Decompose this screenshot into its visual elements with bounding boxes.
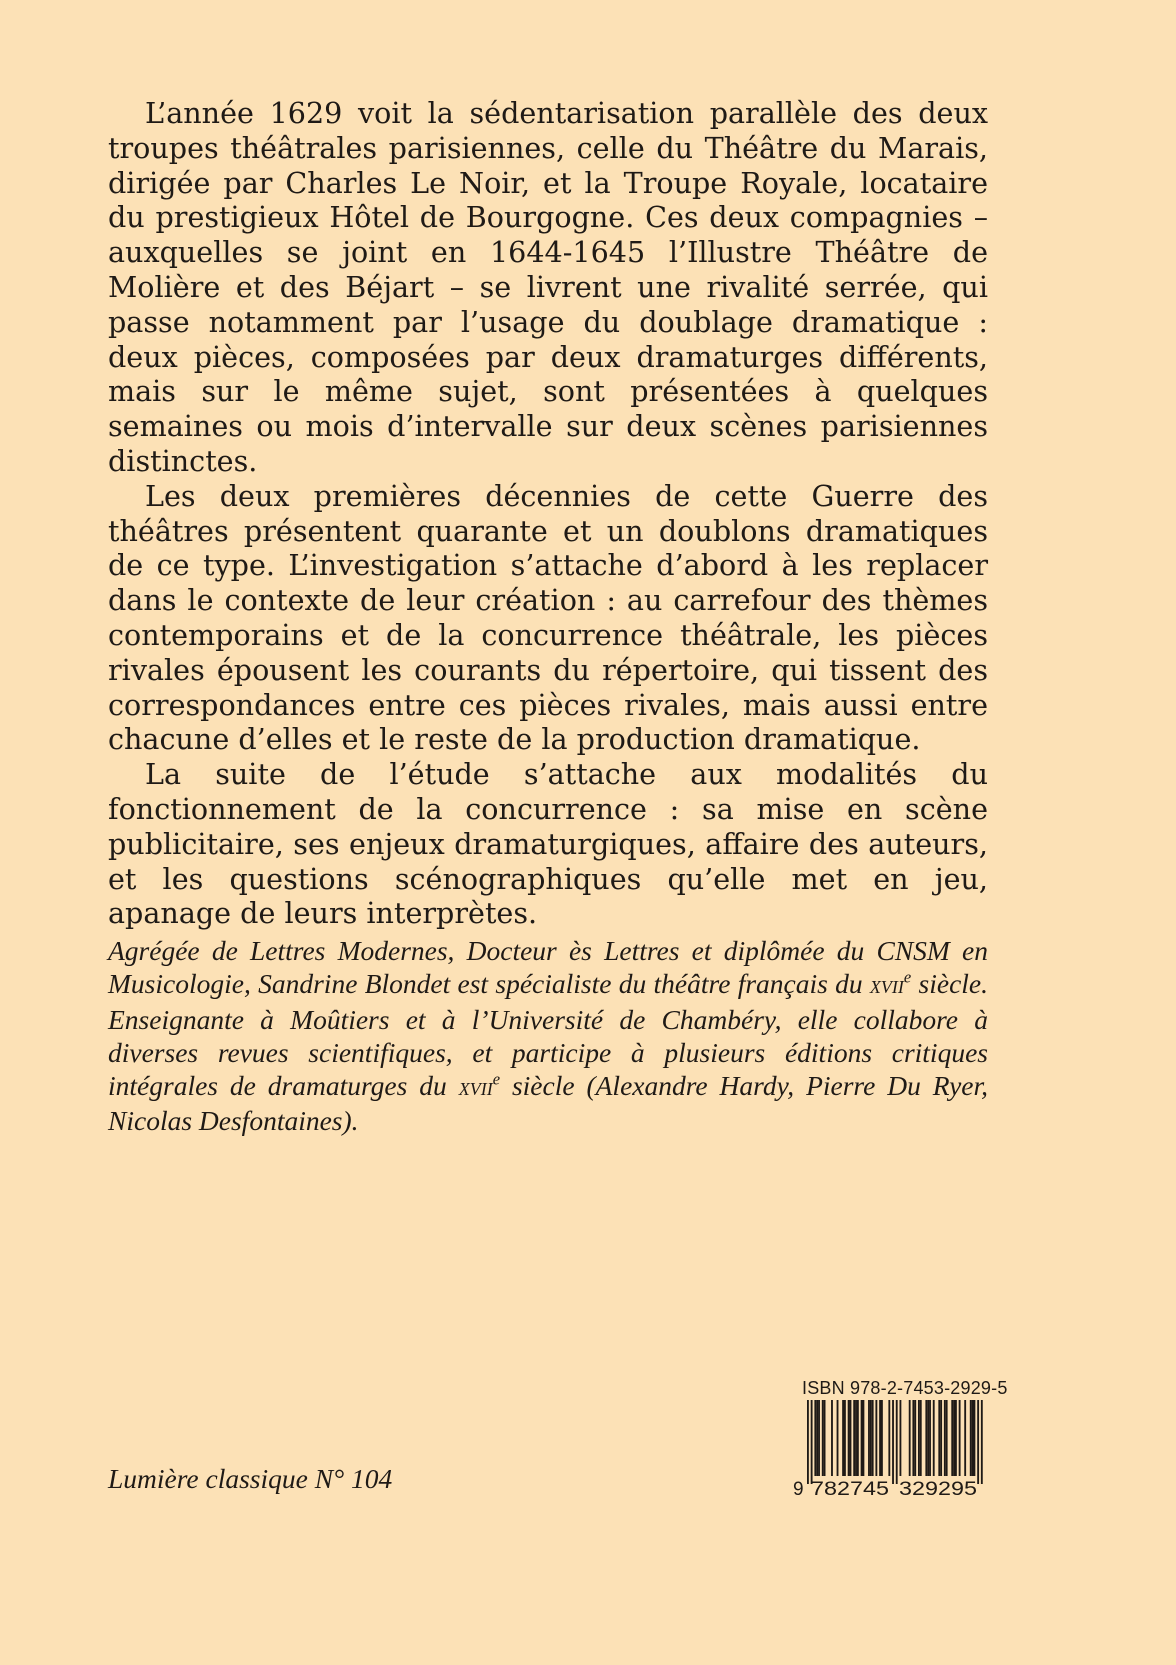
isbn-barcode bbox=[793, 1378, 1008, 1498]
barcode-bar bbox=[959, 1400, 961, 1476]
barcode-bar bbox=[925, 1400, 927, 1476]
barcode-bar bbox=[822, 1400, 824, 1476]
barcode-bar bbox=[920, 1400, 922, 1476]
barcode-bar bbox=[892, 1400, 894, 1484]
barcode-bar bbox=[909, 1400, 911, 1476]
author-biography bbox=[108, 934, 988, 1138]
barcode-bar bbox=[861, 1400, 863, 1476]
series-label: Lumière classique N° 104 bbox=[108, 1463, 393, 1494]
barcode-bar bbox=[912, 1400, 914, 1476]
barcode-bar bbox=[853, 1400, 855, 1476]
barcode-bars bbox=[807, 1400, 983, 1484]
barcode-bar bbox=[953, 1400, 955, 1476]
barcode-bar bbox=[933, 1400, 935, 1476]
barcode-bar bbox=[875, 1400, 877, 1476]
barcode-bar bbox=[842, 1400, 844, 1476]
barcode-bar bbox=[940, 1400, 942, 1476]
isbn-label: ISBN 978-2-7453-2929-5 bbox=[802, 1378, 1008, 1398]
barcode-bar bbox=[857, 1400, 859, 1476]
barcode-digit-first: 9 bbox=[793, 1479, 804, 1498]
barcode-bar bbox=[944, 1400, 946, 1476]
barcode-bar bbox=[972, 1400, 974, 1476]
barcode-bar bbox=[955, 1400, 957, 1476]
barcode-bar bbox=[837, 1400, 839, 1476]
century-numeral-1: xvii bbox=[869, 971, 904, 1000]
barcode-bar bbox=[824, 1400, 826, 1476]
barcode-bar bbox=[816, 1400, 818, 1476]
barcode-bar bbox=[811, 1400, 813, 1484]
barcode-bar bbox=[855, 1400, 857, 1476]
barcode-bar bbox=[951, 1400, 953, 1476]
barcode-bar bbox=[946, 1400, 948, 1476]
barcode-bar bbox=[927, 1400, 929, 1476]
barcode-bar bbox=[814, 1400, 816, 1476]
barcode-bar bbox=[918, 1400, 920, 1476]
barcode-bar bbox=[938, 1400, 940, 1476]
century-superscript-1: e bbox=[903, 967, 912, 987]
barcode-bar bbox=[863, 1400, 865, 1476]
century-numeral-2: xvii bbox=[458, 1073, 493, 1102]
barcode-bar bbox=[881, 1400, 883, 1476]
summary-text bbox=[108, 96, 988, 931]
summary-paragraph-1: L’année 1629 voit la sédentarisation parallèle des deux troupes théâtrales parisiennes, celle du Théâtre du Marais, dirigée par Charles Le Noir, et la Troupe Royale, locataire du prestigieux Hôtel de Bourgogne. Ces deux compagnies – auxquelles se joint en 1644-1645 l’Illustre Théâtre de Molière et des Béjart – se livrent une rivalité serrée, qui passe notamment par l’usage du doublage dramatique : deux pièces, composées par deux dramaturges différents, mais sur le même sujet, sont présentées à quelques semaines ou mois d’intervalle sur deux scènes parisiennes distinctes. bbox=[108, 96, 988, 478]
ean13-barcode bbox=[793, 1400, 993, 1498]
barcode-bar bbox=[970, 1400, 972, 1476]
summary-paragraph-3: La suite de l’étude s’attache aux modalités du fonctionnement de la concurrence : sa mise en scène publicitaire, ses enjeux dramaturgiques, affaire des auteurs, et les questions scénographiques qu’elle met en jeu, apanage de leurs interprètes. bbox=[108, 757, 988, 931]
barcode-digits-right: 329295 bbox=[899, 1479, 977, 1498]
barcode-bar bbox=[831, 1400, 833, 1476]
barcode-bar bbox=[900, 1400, 902, 1476]
barcode-bar bbox=[879, 1400, 881, 1476]
barcode-bar bbox=[914, 1400, 916, 1476]
barcode-bar bbox=[868, 1400, 870, 1476]
barcode-bar bbox=[850, 1400, 852, 1476]
barcode-bar bbox=[977, 1400, 979, 1484]
barcode-bar bbox=[848, 1400, 850, 1476]
barcode-bar bbox=[807, 1400, 809, 1484]
barcode-bar bbox=[888, 1400, 890, 1476]
summary-paragraph-2: Les deux premières décennies de cette Guerre des théâtres présentent quarante et un doublons dramatiques de ce type. L’investigation s’attache d’abord à les replacer dans le contexte de leur création : au carrefour des thèmes contemporains et de la concurrence théâtrale, les pièces rivales épousent les courants du répertoire, qui tissent des correspondances entre ces pièces rivales, mais aussi entre chacune d’elles et le reste de la production dramatique. bbox=[108, 478, 988, 757]
barcode-bar bbox=[818, 1400, 820, 1476]
barcode-bar bbox=[870, 1400, 872, 1476]
barcode-bar bbox=[964, 1400, 966, 1476]
barcode-bar bbox=[872, 1400, 874, 1476]
barcode-bar bbox=[896, 1400, 898, 1484]
barcode-digits-left: 782745 bbox=[811, 1479, 889, 1498]
bio-text-1: Agrégée de Lettres Modernes, Docteur ès Lettres et diplômée du CNSM en Musicologie, Sandrine Blondet est spécialiste du théâtre français du bbox=[108, 935, 988, 1000]
bio-text-3: siècle (Alexandre Hardy, Pierre Du Ryer, Nicolas Desfontaines). bbox=[108, 1070, 989, 1137]
barcode-bar bbox=[981, 1400, 983, 1484]
barcode-bar bbox=[844, 1400, 846, 1476]
barcode-bar bbox=[929, 1400, 931, 1476]
barcode-bar bbox=[974, 1400, 976, 1476]
century-superscript-2: e bbox=[492, 1069, 501, 1089]
bio-text-2: siècle. Enseignante à Moûtiers et à l’Université de Chambéry, elle collabore à diverses revues scientifiques, et participe à plusieurs éditions critiques intégrales de dramaturges du bbox=[108, 968, 989, 1102]
